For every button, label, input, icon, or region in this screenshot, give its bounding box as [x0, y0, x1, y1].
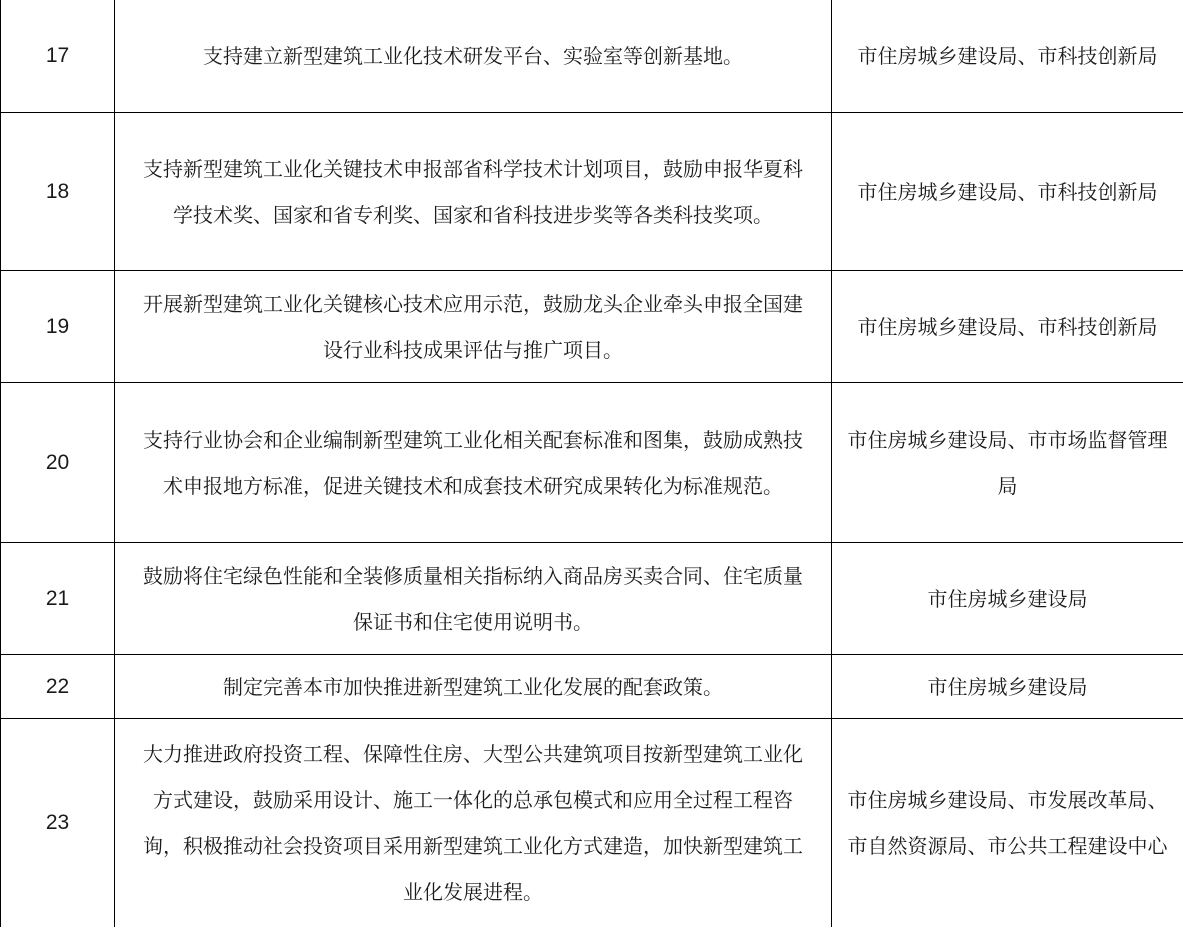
row-number: 21	[1, 543, 115, 655]
task-description: 支持新型建筑工业化关键技术申报部省科学技术计划项目，鼓励申报华夏科学技术奖、国家和省专利奖、国家和省科技进步奖等各类科技奖项。	[115, 113, 832, 271]
table-row	[1, 0, 1183, 113]
responsible-department: 市住房城乡建设局	[832, 543, 1183, 655]
responsible-department: 市住房城乡建设局、市市场监督管理局	[832, 383, 1183, 543]
table-row	[1, 543, 1183, 655]
responsible-department: 市住房城乡建设局、市科技创新局	[832, 271, 1183, 383]
task-description: 支持行业协会和企业编制新型建筑工业化相关配套标准和图集，鼓励成熟技术申报地方标准，促进关键技术和成套技术研究成果转化为标准规范。	[115, 383, 832, 543]
row-number: 18	[1, 113, 115, 271]
task-description: 开展新型建筑工业化关键核心技术应用示范，鼓励龙头企业牵头申报全国建设行业科技成果评估与推广项目。	[115, 271, 832, 383]
responsible-department: 市住房城乡建设局、市发展改革局、市自然资源局、市公共工程建设中心	[832, 719, 1183, 927]
row-number: 20	[1, 383, 115, 543]
row-number: 22	[1, 655, 115, 719]
table-row	[1, 719, 1183, 927]
responsible-department: 市住房城乡建设局、市科技创新局	[832, 0, 1183, 113]
task-description: 制定完善本市加快推进新型建筑工业化发展的配套政策。	[115, 655, 832, 719]
task-description: 大力推进政府投资工程、保障性住房、大型公共建筑项目按新型建筑工业化方式建设，鼓励采用设计、施工一体化的总承包模式和应用全过程工程咨询，积极推动社会投资项目采用新型建筑工业化方式建造，加快新型建筑工业化发展进程。	[115, 719, 832, 927]
task-description: 支持建立新型建筑工业化技术研发平台、实验室等创新基地。	[115, 0, 832, 113]
row-number: 19	[1, 271, 115, 383]
responsible-department: 市住房城乡建设局、市科技创新局	[832, 113, 1183, 271]
table-row	[1, 383, 1183, 543]
responsible-department: 市住房城乡建设局	[832, 655, 1183, 719]
table-row	[1, 655, 1183, 719]
row-number: 17	[1, 0, 115, 113]
table-row	[1, 113, 1183, 271]
row-number: 23	[1, 719, 115, 927]
table-row	[1, 271, 1183, 383]
task-description: 鼓励将住宅绿色性能和全装修质量相关指标纳入商品房买卖合同、住宅质量保证书和住宅使用说明书。	[115, 543, 832, 655]
